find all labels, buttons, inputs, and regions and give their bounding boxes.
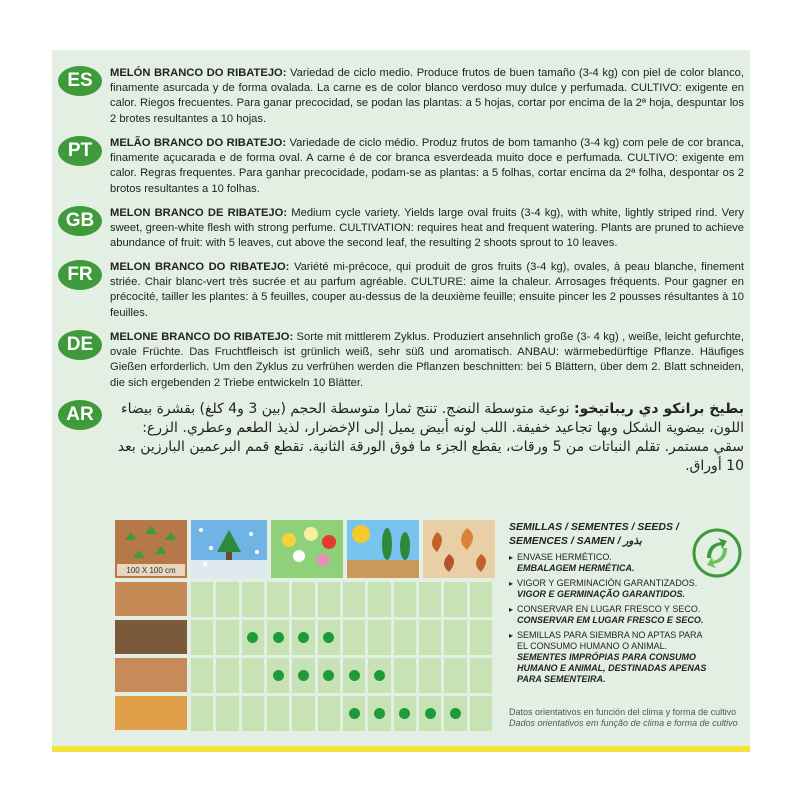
- calendar-cell: [318, 696, 340, 731]
- lang-badge-pt: PT: [58, 136, 102, 166]
- variety-description: Sorte mit mittlerem Zyklus. Produziert ansehnlich große (3- 4 kg) , weiße, leicht gefurchte, ovale Früchte. Das Fruchtfleisch ist grünlich weiß, sehr süß und aromatisch. ANBAU: wärmebedürftige Pflanze. Häufiges Gießen erforderlich. Um den Zyklus zu verfrühen werden die Pflanzen beschnitten: bei 5 Blättern, über dem 2. Blatt schneiden, die sich ergebenden 2 Triebe entwickeln 10 Blätter.: [110, 331, 744, 389]
- calendar-cell: [470, 658, 492, 693]
- lang-badge-de: DE: [58, 330, 102, 360]
- calendar-cell: [242, 582, 264, 617]
- variety-title: MELÃO BRANCO DO RIBATEJO:: [110, 137, 287, 149]
- calendar-cell: [394, 582, 416, 617]
- variety-title: MELONE BRANCO DO RIBATEJO:: [110, 331, 294, 343]
- seed-packet-back: [52, 50, 750, 746]
- variety-description: Variedad de ciclo medio. Produce frutos de buen tamaño (3-4 kg) con piel de color blanco, finamente asurcada y de forma ovalada. La carne es de color blanco verdoso muy dulce y perfumada. CULTIVO: exigente en calor. Riegos frecuentes. Para ganar precocidad, se podan las plantas: a 5 hojas, cortar por encima de la 2ª hoja, despuntar los 2 brotes resultantes a 10 hojas.: [110, 67, 744, 125]
- sowing-pot-icon: [115, 582, 187, 616]
- calendar-cell: [368, 582, 390, 617]
- calendar-cell: [394, 620, 416, 655]
- lang-badge-es: ES: [58, 66, 102, 96]
- info-item: [509, 552, 709, 574]
- lang-badge-fr: FR: [58, 260, 102, 290]
- sowing-calendar: [115, 520, 495, 740]
- lang-text-de: [110, 330, 744, 391]
- calendar-cell: [444, 582, 466, 617]
- info-item-pt: VIGOR E GERMINAÇÃO GARANTIDOS.: [517, 589, 686, 599]
- calendar-cell: [292, 582, 314, 617]
- winter-picture: [191, 520, 267, 578]
- calendar-dot: [374, 708, 385, 719]
- calendar-cell: [191, 696, 213, 731]
- calendar-dot: [298, 632, 309, 643]
- calendar-cell: [368, 620, 390, 655]
- info-item-pt: EMBALAGEM HERMÉTICA.: [517, 563, 635, 573]
- seedlings-spacing-picture: [115, 520, 187, 578]
- seed-info: [509, 520, 709, 685]
- info-item-pt: SEMENTES IMPRÓPIAS PARA CONSUMO HUMANO E ANIMAL, DESTINADAS APENAS PARA SEMENTEIRA.: [517, 652, 707, 684]
- footnote: [509, 707, 749, 729]
- lang-badge-ar: AR: [58, 400, 102, 430]
- info-title-line1: SEMILLAS / SEMENTES / SEEDS /: [509, 521, 679, 533]
- footnote-pt: Dados orientativos em função de clima e forma de cultivo: [509, 718, 738, 728]
- lang-text-ar: [110, 400, 744, 476]
- calendar-cell: [444, 620, 466, 655]
- info-items: [509, 552, 709, 685]
- info-item: [509, 604, 709, 626]
- calendar-cell: [292, 696, 314, 731]
- recycle-icon: [692, 528, 742, 578]
- info-item-es: ▸ SEMILLAS PARA SIEMBRA NO APTAS PARA EL CONSUMO HUMANO O ANIMAL.: [517, 630, 703, 651]
- calendar-cell: [394, 658, 416, 693]
- calendar-cell: [191, 620, 213, 655]
- calendar-cell: [419, 658, 441, 693]
- calendar-dot: [349, 708, 360, 719]
- info-title-line2: [509, 534, 709, 548]
- calendar-dot: [425, 708, 436, 719]
- info-item-pt: CONSERVAR EM LUGAR FRESCO E SECO.: [517, 615, 704, 625]
- autumn-picture: [423, 520, 495, 578]
- info-title-ar: بذور: [623, 535, 642, 547]
- harvest-icon: [115, 696, 187, 730]
- calendar-cell: [419, 582, 441, 617]
- lang-text-fr: [110, 260, 744, 321]
- calendar-dot: [298, 670, 309, 681]
- calendar-cell: [191, 658, 213, 693]
- calendar-cell: [216, 658, 238, 693]
- calendar-dot: [273, 632, 284, 643]
- calendar-cell: [216, 620, 238, 655]
- lang-text-es: [110, 66, 744, 127]
- variety-description: نوعية متوسطة النضج. تنتج ثمارا متوسطة الحجم (بين 3 و4 كلغ) بقشرة بيضاء اللون، بيضوية الشكل وبها تجاعيد خفيفة. اللب لونه أبيض يميل إلى الإخضرار، لذيذ الطعم وعطري. الزرع: سقي مستمر. تقلم النباتات من 5 ورقات، يقطع الجزء ما فوق الورقة الثانية. تقطع قمم البرعمين البارزين بعد 10 أوراق.: [117, 401, 744, 474]
- info-title-line2-text: SEMENCES / SAMEN /: [509, 535, 621, 547]
- calendar-cell: [242, 696, 264, 731]
- lang-text-gb: [110, 206, 744, 252]
- calendar-dot: [450, 708, 461, 719]
- calendar-cell: [444, 658, 466, 693]
- calendar-dot: [374, 670, 385, 681]
- info-item-es: ▸ ENVASE HERMÉTICO.: [517, 552, 612, 562]
- info-item: [509, 630, 709, 685]
- calendar-cell: [470, 582, 492, 617]
- info-item-es: ▸ VIGOR Y GERMINACIÓN GARANTIZADOS.: [517, 578, 698, 588]
- spring-picture: [271, 520, 343, 578]
- calendar-cell: [343, 620, 365, 655]
- summer-picture: [347, 520, 419, 578]
- calendar-cell: [470, 620, 492, 655]
- calendar-cell: [191, 582, 213, 617]
- calendar-cell: [470, 696, 492, 731]
- calendar-cell: [216, 696, 238, 731]
- transplant-icon: [115, 658, 187, 692]
- calendar-cell: [267, 696, 289, 731]
- lang-badge-gb: GB: [58, 206, 102, 236]
- variety-title: MELON BRANCO DO RIBATEJO:: [110, 261, 290, 273]
- calendar-cell: [419, 620, 441, 655]
- info-item: [509, 578, 709, 600]
- spacing-label: 100 X 100 cm: [126, 566, 176, 575]
- calendar-cell: [343, 582, 365, 617]
- seed-tray-icon: [115, 620, 187, 654]
- variety-title: MELON BRANCO DE RIBATEJO:: [110, 207, 288, 219]
- lang-text-pt: [110, 136, 744, 197]
- info-item-es: ▸ CONSERVAR EN LUGAR FRESCO Y SECO.: [517, 604, 701, 614]
- variety-title: بطيخ برانكو دي ريباتيخو:: [573, 401, 744, 417]
- variety-title: MELÓN BRANCO DO RIBATEJO:: [110, 67, 287, 79]
- bottom-yellow-bar: [52, 746, 750, 752]
- calendar-cell: [318, 582, 340, 617]
- calendar-cell: [242, 658, 264, 693]
- variety-description: Variedade de ciclo médio. Produz frutos de bom tamanho (3-4 kg) com pele de cor branca, finamente açucarada e de forma oval. A carne é de cor branca esverdeada muito doce e perfumada. CULTIVO: exigente em calor. Regras frequentes. Para ganhar precocidade, podam-se as plantas: a 5 folhas, cortar encima da 2ª folha, despontar os 2 brotos resultantes a 10 folhas.: [110, 137, 744, 195]
- variety-description: Medium cycle variety. Yields large oval fruits (3-4 kg), with white, lightly striped rind. Very sweet, green-white flesh with strong perfume. CULTIVATION: requires heat and frequent watering. Plants are pruned to achieve abundance of fruit: with 5 leaves, cut above the second leaf, the resulting 2 shoots sprout to 10 leaves.: [110, 207, 745, 250]
- calendar-dot: [349, 670, 360, 681]
- calendar-cell: [267, 582, 289, 617]
- calendar-cell: [216, 582, 238, 617]
- variety-description: Variété mi-précoce, qui produit de gros fruits (3-4 kg), ovales, à peau blanche, finement striée. Chair blanc-vert très sucrée et au parfum agréable. CULTURE: aime la chaleur. Arrosages fréquents. Pour gagner en précocité, tailler les plantes: à 5 feuilles, couper au-dessus de la deuxième feuille; ensuite pincer les 2 pousses résultantes à 10 feuilles.: [110, 261, 745, 319]
- calendar-dot: [273, 670, 284, 681]
- footnote-es: Datos orientativos en función del clima y forma de cultivo: [509, 707, 737, 717]
